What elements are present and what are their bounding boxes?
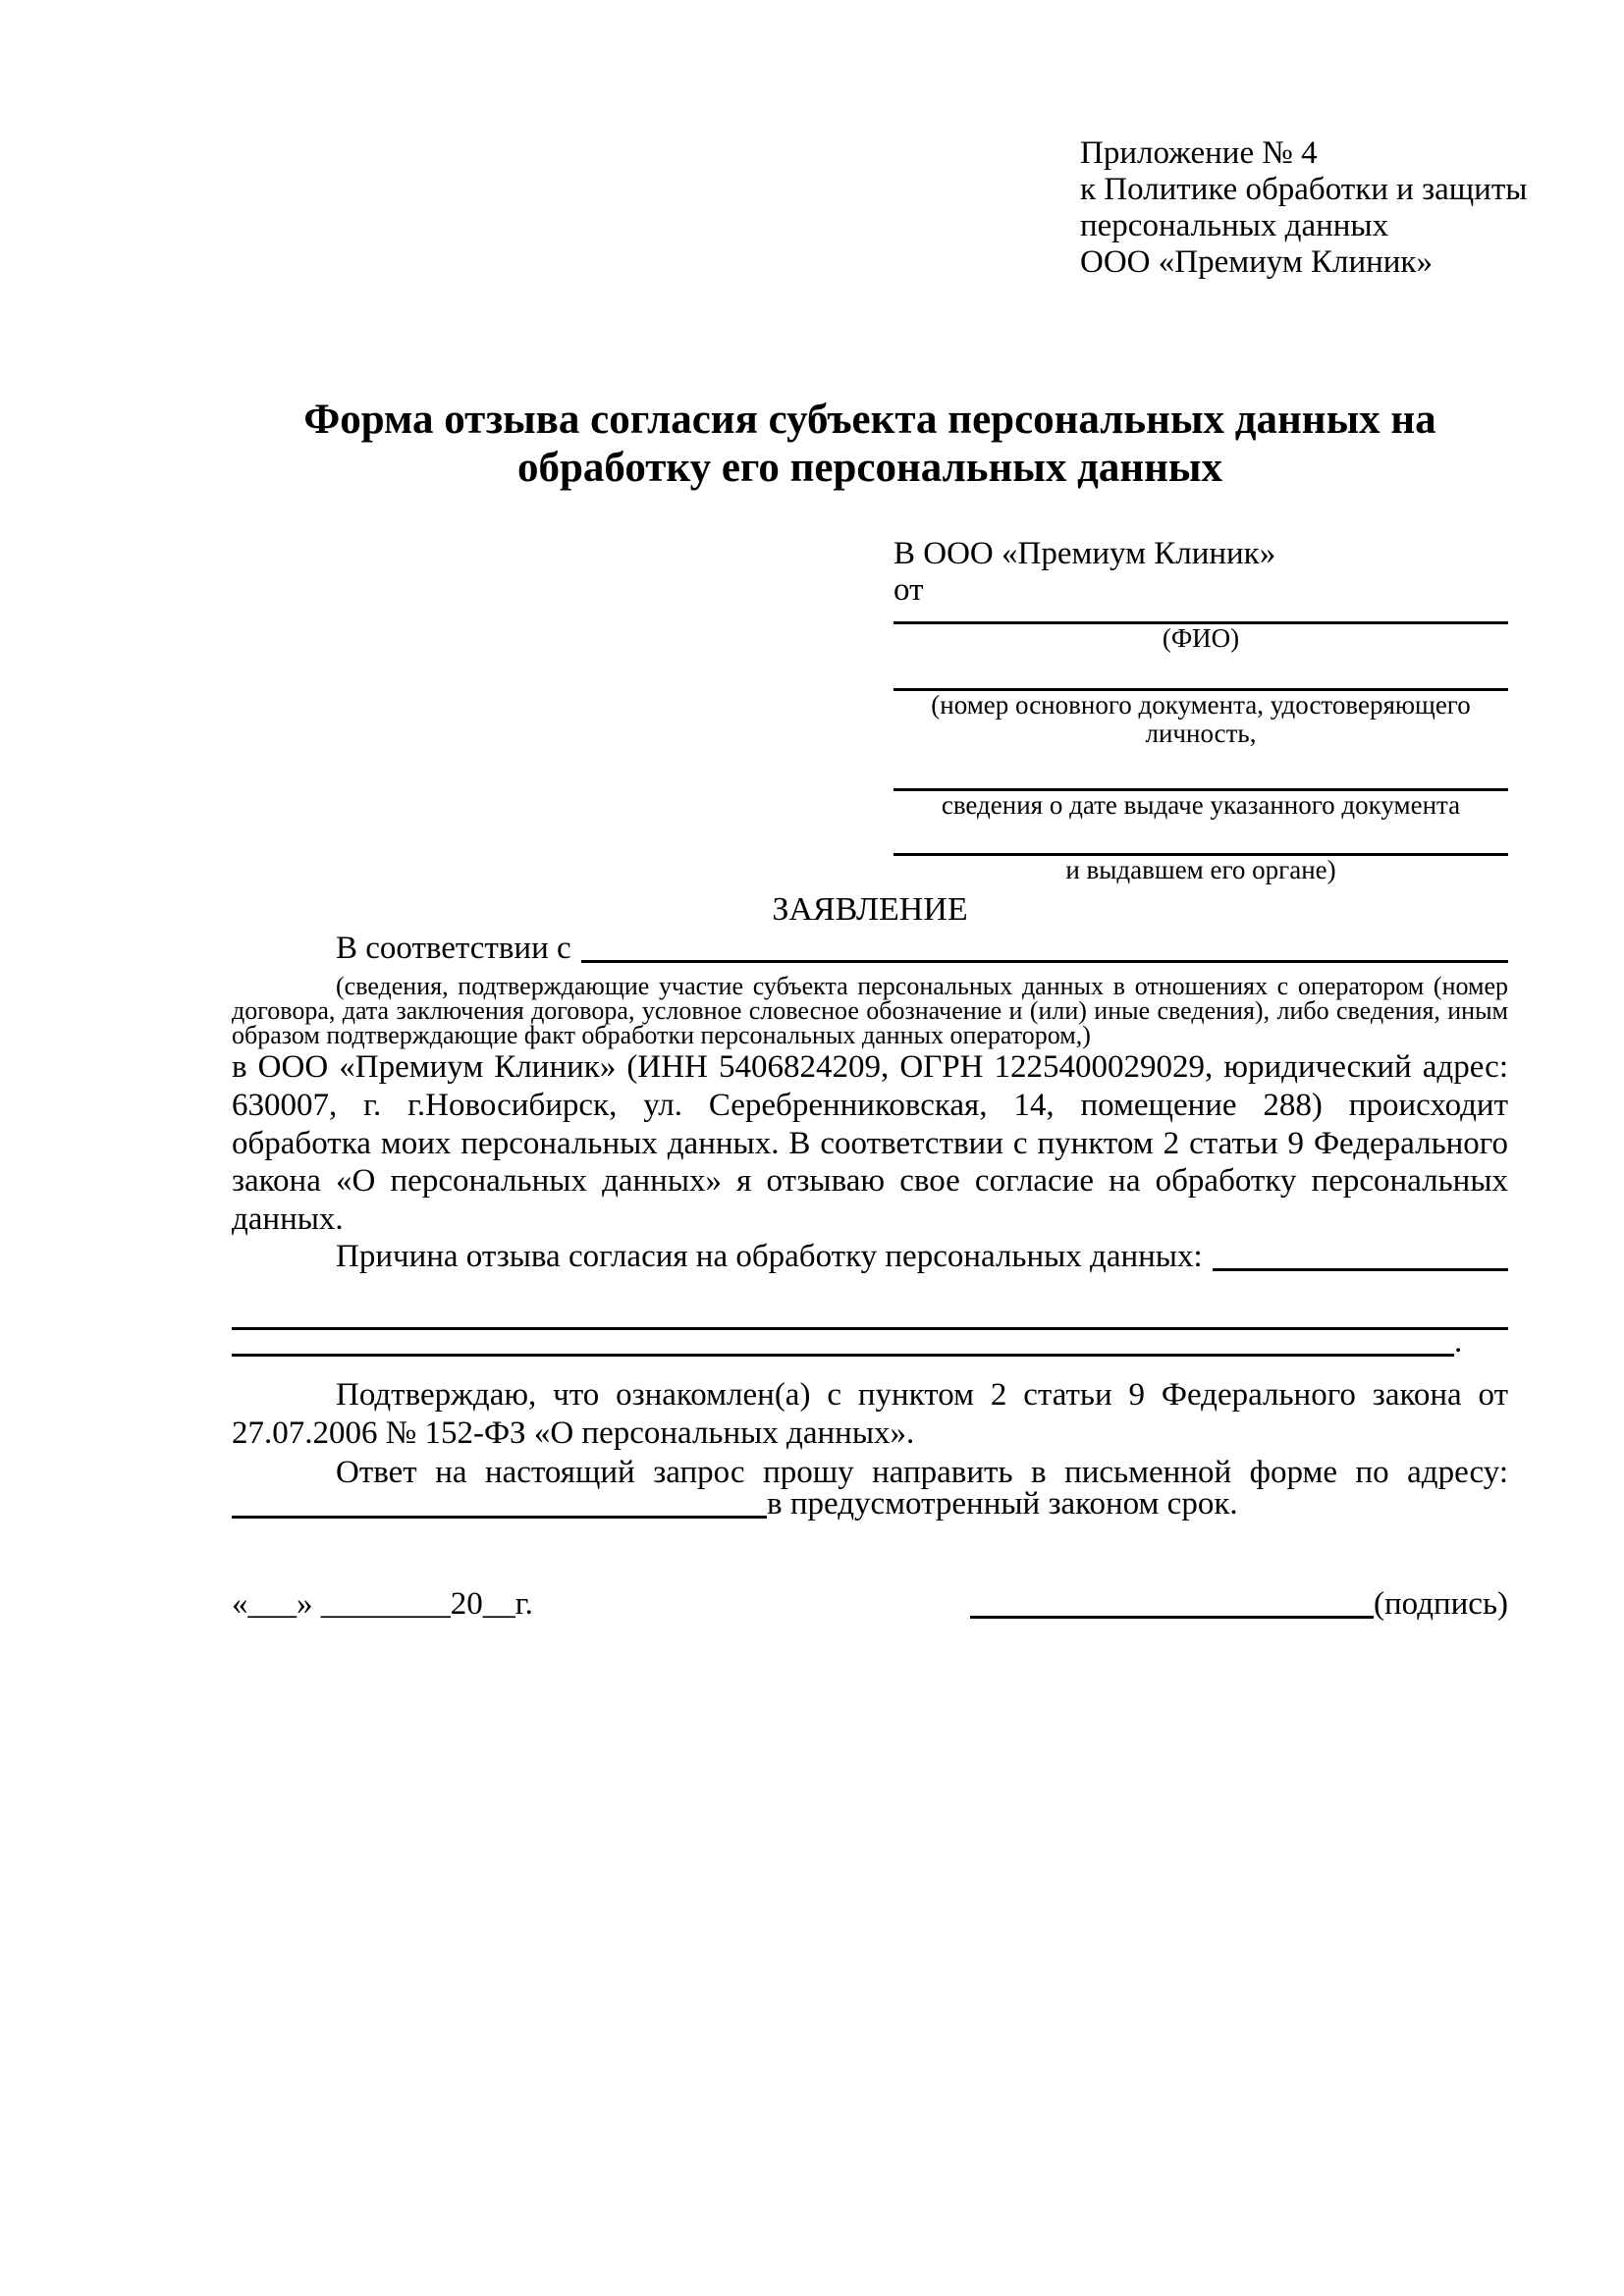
document-number-field: [893, 653, 1508, 748]
reason-blank-line-3: [232, 1322, 1508, 1362]
reason-blank-line: [1213, 1268, 1508, 1271]
reason-label: Причина отзыва согласия на обработку персональных данных:: [336, 1239, 1203, 1274]
appendix-header-line: ООО «Премиум Клиник»: [1080, 244, 1433, 280]
intro-row: [232, 929, 1508, 968]
date-blank: «___» ________20__г.: [232, 1586, 533, 1622]
reply-tail-text: в предусмотренный законом срок.: [767, 1486, 1238, 1522]
signature-caption: (подпись): [1374, 1586, 1508, 1622]
footer-row: [232, 1582, 1508, 1626]
sentence-period: .: [1454, 1324, 1463, 1360]
issuing-authority-field: [893, 820, 1508, 884]
statement-heading: ЗАЯВЛЕНИЕ: [772, 891, 968, 928]
issue-date-caption: сведения о дате выдаче указанного документа: [941, 790, 1461, 820]
confirmation-paragraph: Подтверждаю, что ознакомлен(а) с пунктом 2 статьи 9 Федерального закона от 27.07.2006 № 152-ФЗ «О персональных данных».: [232, 1377, 1508, 1451]
issuing-authority-blank-line: [893, 820, 1508, 856]
reason-row: [232, 1237, 1508, 1276]
statement-body: в ООО «Премиум Клиник» (ИНН 5406824209, ОГРН 1225400029029, юридический адрес: 630007, г. г.Новосибирск, ул. Серебренниковская, 14, помещение 288) происходит обработка моих персональных данных. В соответствии с пунктом 2 статьи 9 Федерального закона «О персональных данных» я отзываю свое согласие на обработку персональных данных.: [232, 1049, 1508, 1238]
issue-date-blank-line: [893, 748, 1508, 791]
intro-blank-line: [581, 960, 1508, 963]
appendix-header-line: персональных данных: [1080, 208, 1389, 243]
fio-field: [893, 609, 1508, 653]
fio-blank-line: [893, 609, 1508, 624]
intro-footnote: (сведения, подтверждающие участие субъекта персональных данных в отношениях с оператором (номер договора, дата заключения договора, условное словесное обозначение и (или) иные сведения), либо сведения, иным образом подтверждающие факт обработки персональных данных оператором,): [232, 972, 1508, 1049]
appendix-header-line: Приложение № 4: [1080, 135, 1318, 171]
signature-group: [970, 1582, 1508, 1626]
signature-blank-line: [970, 1616, 1374, 1619]
intro-prefix: В соответствии с: [336, 931, 571, 966]
form-title: Форма отзыва согласия субъекта персональных данных на обработку его персональных данных: [303, 397, 1436, 491]
addressee-to: В ООО «Премиум Клиник»: [893, 536, 1276, 571]
reply-address-row: [232, 1484, 1508, 1523]
document-number-blank-line: [893, 653, 1508, 691]
reply-address-blank-line: [232, 1516, 767, 1519]
issue-date-field: [893, 748, 1508, 820]
appendix-header: [1080, 135, 1527, 281]
fio-caption: (ФИО): [1162, 623, 1240, 653]
addressee-from-label: от: [893, 572, 924, 608]
issuing-authority-caption: и выдавшем его органе): [1065, 855, 1336, 884]
addressee-block: [893, 536, 1508, 884]
reply-request-paragraph: Ответ на настоящий запрос прошу направить в письменной форме по адресу:: [336, 1455, 1508, 1490]
appendix-header-line: к Политике обработки и защиты: [1080, 172, 1528, 207]
reason-blank-rule: [232, 1354, 1454, 1357]
document-number-caption: (номер основного документа, удостоверяющего личность,: [931, 690, 1471, 748]
